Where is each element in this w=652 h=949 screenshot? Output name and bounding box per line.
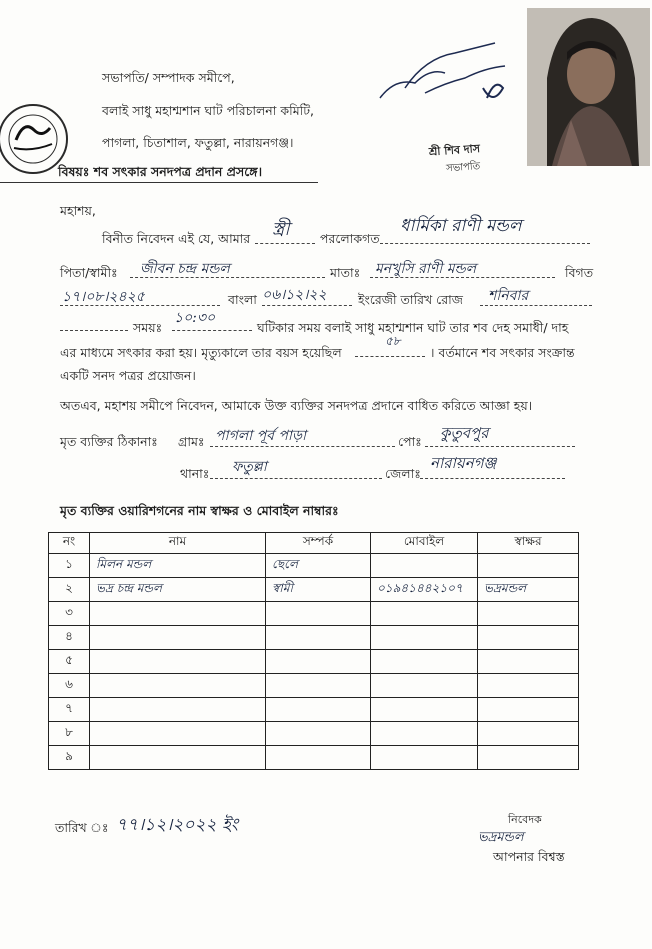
applicant-label: নিবেদক <box>508 813 542 826</box>
table-row <box>49 746 579 770</box>
serial-cell: ২ <box>49 578 90 602</box>
signature-cell <box>478 746 579 770</box>
english-date-label: ইংরেজী তারিখ রোজ <box>358 292 463 307</box>
signature-cell <box>478 674 579 698</box>
heirs-title: মৃত ব্যক্তির ওয়ারিশগনের নাম স্বাক্ষর ও মোবাইল নাম্বারঃ <box>60 503 339 518</box>
relation-cell <box>266 602 371 626</box>
time-value: ১০:৩০ <box>174 310 216 326</box>
post-label: পোঃ <box>398 434 422 449</box>
thana-label: থানাঃ <box>180 466 210 481</box>
father-husband-value: জীবন চন্দ্র মন্ডল <box>140 261 230 277</box>
heirs-table <box>48 532 579 770</box>
relation-cell <box>266 722 371 746</box>
mobile-cell <box>371 602 478 626</box>
serial-cell: ৫ <box>49 650 90 674</box>
table-row <box>49 698 579 722</box>
day-value: শনিবার <box>488 288 529 304</box>
serial-cell: ৮ <box>49 722 90 746</box>
name-cell: মিলন মন্ডল <box>90 554 266 578</box>
mobile-cell <box>371 674 478 698</box>
col-serial-header: নং <box>49 533 90 554</box>
relation-cell <box>266 746 371 770</box>
signature-cell <box>478 698 579 722</box>
serial-cell: ৯ <box>49 746 90 770</box>
name-cell <box>90 722 266 746</box>
applicant-signature: ভদ্রমন্ডল <box>478 830 524 845</box>
signature-cell <box>478 602 579 626</box>
signature-cell <box>478 722 579 746</box>
addressee-line-3: পাগলা, চিতাশাল, ফতুল্লা, নারায়নগঞ্জ। <box>102 135 294 150</box>
signature-cell <box>478 626 579 650</box>
certificate-need-text: একটি সনদ পত্রর প্রয়োজন। <box>60 368 196 383</box>
date-value: ১৭।০৮।২৪২৫ <box>62 289 145 305</box>
table-row <box>49 722 579 746</box>
addressee-line-1: সভাপতি/ সম্পাদক সমীপে, <box>102 70 235 85</box>
name-cell <box>90 650 266 674</box>
name-cell <box>90 674 266 698</box>
intro-text: বিনীত নিবেদন এই যে, আমার <box>102 231 251 246</box>
serial-cell: ১ <box>49 554 90 578</box>
serial-cell: ৬ <box>49 674 90 698</box>
stamp-name: শ্রী শিব দাস <box>428 141 481 159</box>
col-name-header: নাম <box>90 533 266 554</box>
age-blank <box>355 356 425 357</box>
late-label: বিগত <box>565 265 594 280</box>
table-row <box>49 554 579 578</box>
relation-cell <box>266 674 371 698</box>
table-row <box>49 626 579 650</box>
signature-cell <box>478 650 579 674</box>
table-row <box>49 674 579 698</box>
yours-faithfully: আপনার বিশ্বস্ত <box>493 849 565 864</box>
col-relation-header: সম্পর্ক <box>266 533 371 554</box>
signature-cell: ভদ্রমন্ডল <box>478 578 579 602</box>
address-label: মৃত ব্যক্তির ঠিকানাঃ <box>60 434 158 449</box>
mobile-cell: ০১৯৪১৪৪২১০৭ <box>371 578 478 602</box>
cremation-text-tail: । বর্তমানে শব সৎকার সংক্রান্ত <box>430 345 575 360</box>
subject-divider <box>0 182 318 183</box>
mother-label: মাতাঃ <box>330 265 361 280</box>
date-value: ৭৭।১২।২০২২ ইং <box>116 815 239 835</box>
serial-cell: ৩ <box>49 602 90 626</box>
mobile-cell <box>371 722 478 746</box>
handwritten-approval-note <box>375 28 525 118</box>
district-value: নারায়নগঞ্জ <box>430 454 497 472</box>
mobile-cell <box>371 698 478 722</box>
relation-cell <box>266 698 371 722</box>
name-cell <box>90 602 266 626</box>
time-blank <box>172 330 252 331</box>
serial-cell: ৭ <box>49 698 90 722</box>
time-text: ঘটিকার সময় বলাই সাধু মহাশ্মশান ঘাট তার শব দেহ সমাধী/ দাহ <box>257 320 569 335</box>
deceased-photo <box>527 8 650 166</box>
deceased-label: পরলোকগত <box>320 231 380 246</box>
time-lead-blank <box>60 330 128 331</box>
relation-value: স্ত্রী <box>272 219 290 240</box>
time-label: সময়ঃ <box>133 320 163 335</box>
thana-value: ফতুল্লা <box>232 459 267 475</box>
name-cell: ভদ্র চন্দ্র মন্ডল <box>90 578 266 602</box>
age-value: ৫৮ <box>385 334 401 348</box>
table-row <box>49 602 579 626</box>
stamp-title: সভাপতি <box>445 161 481 175</box>
mobile-cell <box>371 746 478 770</box>
village-label: গ্রামঃ <box>178 434 205 449</box>
date-label: তারিখ ঃ <box>55 820 109 835</box>
relation-cell <box>266 626 371 650</box>
table-row <box>49 578 579 602</box>
father-husband-label: পিতা/স্বামীঃ <box>60 265 118 280</box>
mobile-cell <box>371 554 478 578</box>
relation-cell: ছেলে <box>266 554 371 578</box>
table-header-row <box>49 533 579 554</box>
name-cell <box>90 698 266 722</box>
table-row <box>49 650 579 674</box>
mother-value: মনখুসি রাণী মন্ডল <box>375 261 477 277</box>
president-stamp <box>428 137 531 194</box>
deceased-blank <box>380 243 590 244</box>
deceased-name-value: ধার্মিকা রাণী মন্ডল <box>400 216 522 236</box>
col-signature-header: স্বাক্ষর <box>478 533 579 554</box>
district-label: জেলাঃ <box>385 466 421 481</box>
salutation: মহাশয়, <box>60 203 96 218</box>
serial-cell: ৪ <box>49 626 90 650</box>
relation-cell: স্বামী <box>266 578 371 602</box>
district-blank <box>420 478 565 479</box>
bangla-date-value: ০৬।১২।২২ <box>262 287 327 303</box>
bangla-label: বাংলা <box>228 292 257 307</box>
name-cell <box>90 746 266 770</box>
subject-line: বিষয়ঃ শব সৎকার সনদপত্র প্রদান প্রসঙ্গে। <box>58 164 263 179</box>
mobile-cell <box>371 626 478 650</box>
request-text: অতএব, মহাশয় সমীপে নিবেদন, আমাকে উক্ত ব্যক্তির সনদপত্র প্রদানে বাধিত করিতে আজ্ঞা হয়। <box>60 398 533 413</box>
cremation-text: এর মাধ্যমে সৎকার করা হয়। মৃত্যুকালে তার বয়স হয়েছিল <box>60 345 342 360</box>
mobile-cell <box>371 650 478 674</box>
name-cell <box>90 626 266 650</box>
col-mobile-header: মোবাইল <box>371 533 478 554</box>
relation-cell <box>266 650 371 674</box>
signature-cell <box>478 554 579 578</box>
addressee-line-2: বলাই সাধু মহাশ্মশান ঘাট পরিচালনা কমিটি, <box>102 103 314 118</box>
post-value: কুতুবপুর <box>440 424 489 442</box>
village-value: পাগলা পূর্ব পাড়া <box>215 428 307 444</box>
